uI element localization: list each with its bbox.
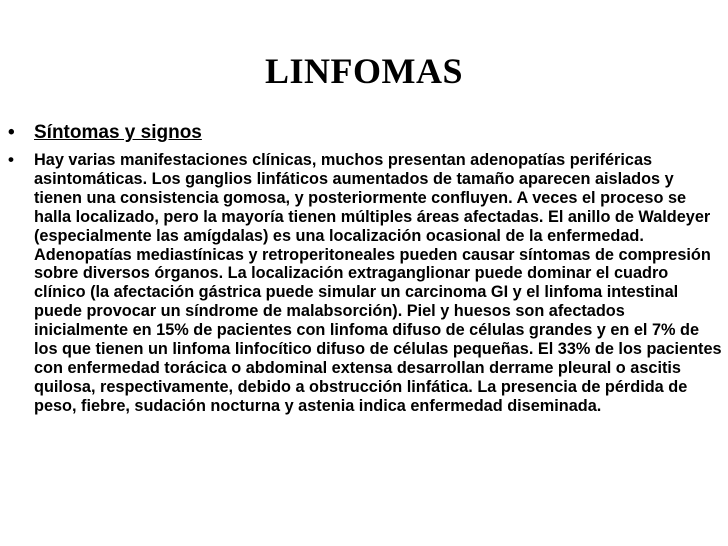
bullet-item-description xyxy=(0,151,728,416)
bullet-list xyxy=(0,122,728,416)
slide-title: LINFOMAS xyxy=(264,51,463,91)
bullet-marker: • xyxy=(8,150,14,169)
bullet-item-sintomas xyxy=(0,122,728,144)
bullet-body-text: Hay varias manifestaciones clínicas, muchos presentan adenopatías periféricas asintomáticas. Los ganglios linfáticos aumentados de tamaño aparecen aislados y tienen una consistencia gomosa, y posteriormente confluyen. A veces el proceso se halla localizado, pero la mayoría tienen múltiples áreas afectadas. El anillo de Waldeyer (especialmente las amígdalas) es una localización ocasional de la enfermedad. Adenopatías mediastínicas y retroperitoneales pueden causar síntomas de compresión sobre diversos órganos. La localización extraganglionar puede dominar el cuadro clínico (la afectación gástrica puede simular un carcinoma GI y el linfoma intestinal puede provocar un síndrome de malabsorción). Piel y huesos son afectados inicialmente en 15% de pacientes con linfoma difuso de células grandes y en el 7% de los que tienen un linfoma linfocítico difuso de células pequeñas. El 33% de los pacientes con enfermedad torácica o abdominal extensa desarrollan derrame pleural o ascitis quilosa, respectivamente, debido a obstrucción linfática. La presencia de pérdida de peso, fiebre, sudación nocturna y astenia indica enfermedad diseminada. xyxy=(34,151,722,415)
bullet-marker: • xyxy=(8,122,15,143)
bullet-heading-text: Síntomas y signos xyxy=(34,122,202,143)
